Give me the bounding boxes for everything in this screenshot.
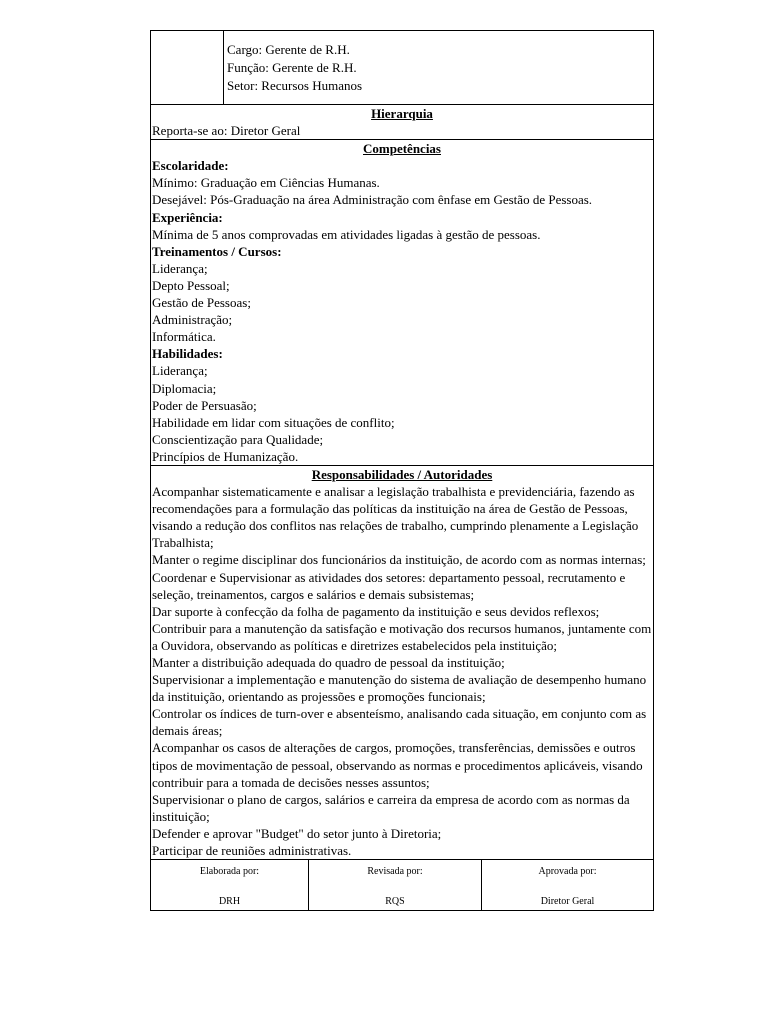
treinamento-item: Gestão de Pessoas;	[152, 295, 251, 311]
responsabilidade-item: Dar suporte à confecção da folha de pagamento da instituição e seus devidos reflexos;	[152, 603, 600, 619]
treinamento-item: Liderança;	[152, 260, 208, 276]
treinamento-item: Informática.	[152, 329, 216, 345]
responsabilidade-item: Acompanhar sistematicamente e analisar a legislação trabalhista e previdenciária, fazendo as recomendações para a formulação das políticas da instituição na área de Gestão de Pessoas, visando a redução dos conflitos nas relações de trabalho, cumprindo plenamente a Legislação Trabalhista;	[152, 484, 639, 551]
aprovada-value: Diretor Geral	[540, 896, 595, 908]
habilidade-item: Habilidade em lidar com situações de conflito;	[152, 414, 395, 430]
role-info	[224, 31, 362, 104]
habilidade-item: Liderança;	[152, 363, 208, 379]
revisada-cell	[308, 860, 481, 910]
competencias-section	[151, 140, 653, 466]
responsabilidade-item: Controlar os índices de turn-over e absenteísmo, analisando cada situação, em conjunto com as demais áreas;	[152, 706, 647, 739]
responsabilidade-item: Defender e aprovar "Budget" do setor junto à Diretoria;	[152, 825, 442, 841]
funcao-text: Função: Gerente de R.H.	[227, 60, 357, 75]
responsabilidade-item: Acompanhar os casos de alterações de cargos, promoções, transferências, demissões e outros tipos de movimentação de pessoal, observando as normas e procedimentos aplicáveis, visando contribuir para a tomada de decisões nesses assuntos;	[152, 740, 643, 790]
responsabilidade-item: Participar de reuniões administrativas.	[152, 843, 352, 859]
cargo-text: Cargo: Gerente de R.H.	[227, 42, 350, 57]
hierarquia-section	[151, 105, 653, 140]
hierarquia-text: Reporta-se ao: Diretor Geral	[152, 123, 301, 139]
habilidade-item: Poder de Persuasão;	[152, 397, 257, 413]
revisada-value: RQS	[385, 896, 405, 908]
responsabilidade-item: Coordenar e Supervisionar as atividades dos setores: departamento pessoal, recrutamento e seleção, treinamentos, cargos e salários e demais subsistemas;	[152, 569, 626, 602]
job-description-form	[150, 30, 654, 911]
responsabilidades-title: Responsabilidades / Autoridades	[311, 466, 493, 482]
responsabilidade-item: Manter o regime disciplinar dos funcionários da instituição, de acordo com as normas internas;	[152, 552, 646, 568]
signature-row	[151, 860, 653, 910]
aprovada-cell	[481, 860, 653, 910]
treinamento-item: Administração;	[152, 312, 233, 328]
responsabilidade-item: Supervisionar o plano de cargos, salários e carreira da empresa de acordo com as normas da instituição;	[152, 791, 630, 824]
elaborada-value: DRH	[218, 896, 241, 908]
habilidade-item: Princípios de Humanização.	[152, 448, 299, 464]
setor-text: Setor: Recursos Humanos	[227, 78, 363, 93]
elaborada-cell	[151, 860, 308, 910]
logo-cell	[151, 31, 224, 104]
escolaridade-label: Escolaridade:	[152, 158, 229, 174]
experiencia-item: Mínima de 5 anos comprovadas em atividades ligadas à gestão de pessoas.	[152, 226, 541, 242]
responsabilidades-section	[151, 466, 653, 860]
experiencia-label: Experiência:	[152, 209, 223, 225]
responsabilidade-item: Contribuir para a manutenção da satisfação e motivação dos recursos humanos, juntamente com a Ouvidora, observando as políticas e diretrizes estabelecidos pela instituição;	[152, 620, 652, 653]
aprovada-label: Aprovada por:	[538, 866, 597, 878]
habilidades-label: Habilidades:	[152, 346, 223, 362]
escolaridade-item: Mínimo: Graduação em Ciências Humanas.	[152, 175, 380, 191]
treinamento-item: Depto Pessoal;	[152, 277, 230, 293]
hierarquia-title: Hierarquia	[371, 106, 433, 121]
competencias-title: Competências	[363, 141, 441, 157]
habilidade-item: Conscientização para Qualidade;	[152, 431, 324, 447]
responsabilidade-item: Supervisionar a implementação e manutenção do sistema de avaliação de desempenho humano da instituição, orientando as projessões e promoções funcionais;	[152, 672, 647, 705]
treinamentos-label: Treinamentos / Cursos:	[152, 243, 282, 259]
responsabilidade-item: Manter a distribuição adequada do quadro de pessoal da instituição;	[152, 655, 505, 670]
elaborada-label: Elaborada por:	[199, 866, 260, 878]
habilidade-item: Diplomacia;	[152, 380, 217, 396]
escolaridade-item: Desejável: Pós-Graduação na área Administração com ênfase em Gestão de Pessoas.	[152, 192, 593, 208]
revisada-label: Revisada por:	[367, 866, 423, 878]
header-row	[151, 31, 653, 105]
